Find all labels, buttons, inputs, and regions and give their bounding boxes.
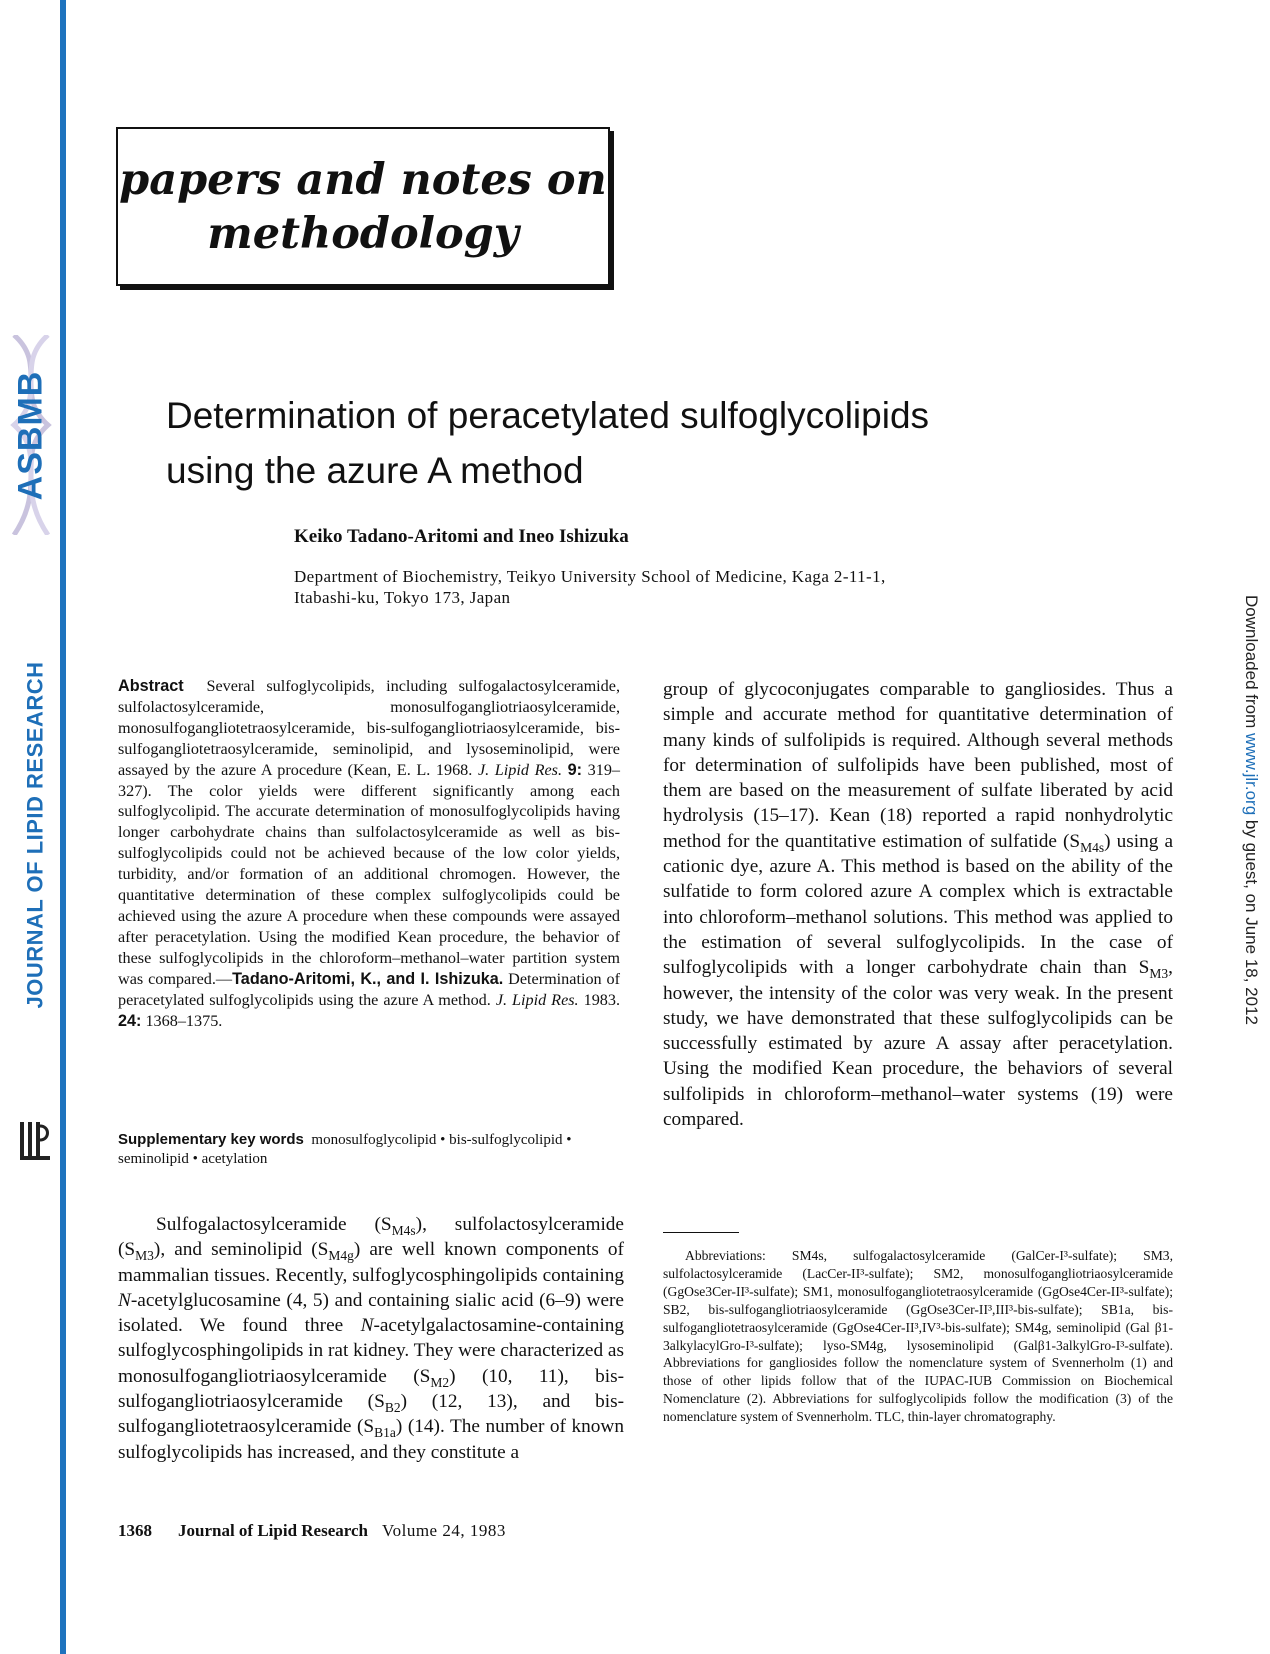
journal-vertical-text: JOURNAL OF LIPID RESEARCH [22, 661, 48, 1009]
abstract-cite-year: 1983. [583, 990, 621, 1009]
right-text: , however, the intensity of the color was very weak. In the present study, we have demonstrated that these sulfoglycolipids can be successfully estimated by azure A assay after peracetylation. Using the modified Kean procedure, the behaviors of several sulfolipids in chloroform–methanol–water systems (19) were compared. [663, 957, 1173, 1131]
abstract-text3: Determination of peracetylated sulfoglycolipids using the azure A method. [118, 969, 621, 1009]
footer-journal: Journal of Lipid Research [178, 1521, 369, 1540]
authors: Keiko Tadano-Aritomi and Ineo Ishizuka [294, 526, 629, 547]
intro-text: ) (10, 11), bis-sulfogangliotriaosylceramide (S [118, 1365, 625, 1413]
abstract-text2: 319–327). The color yields were different significantly among each sulfoglycolipid. The accurate determination of monosulfoglycolipids having longer carbohydrate chains than sulfolactosylceramide as well as bis-sulfoglycolipids could not be achieved because of the low color yields, turbidity, and/or formation of an additional chromogen. However, the quantitative determination of these complex sulfoglycolipids could be achieved using the azure A procedure when these compounds were assayed after peracetylation. Using the modified Kean procedure, the behavior of these sulfoglycolipids in the chloroform–methanol–water partition system was compared.— [118, 760, 620, 988]
intro-text: ) (14). The number of known sulfoglycolipids has increased, and they constitute a [118, 1416, 624, 1463]
download-note [1238, 595, 1264, 1025]
abstract-label: Abstract [118, 677, 184, 695]
intro-sub: B1a [374, 1425, 396, 1441]
intro-sub: M2 [430, 1374, 450, 1390]
supplementary-keywords [118, 1130, 628, 1169]
abstract-cite-pages: 1368–1375. [145, 1011, 223, 1030]
affiliation [294, 566, 1014, 608]
abstract-cite-journal: J. Lipid Res. [477, 760, 562, 779]
keywords-text: monosulfoglycolipid • bis-sulfoglycolipid • seminolipid • acetylation [118, 1132, 572, 1167]
abstract-cite-vol: 9: [567, 760, 583, 779]
section-header-line1: papers and notes on [119, 154, 607, 205]
abstract-cite-journal2: J. Lipid Res. [495, 990, 579, 1009]
right-text: ) using a cationic dye, azure A. This method is based on the ability of the sulfatide to form colored azure A complex which is extractable into chloroform–methanol solutions. This method was applied to the estimation of several sulfoglycolipids. In the case of sulfoglycolipids with a longer carbohydrate chain than S [663, 830, 1174, 979]
keywords-label: Supplementary key words [118, 1131, 304, 1148]
section-header-box [116, 127, 610, 286]
footer-volume: Volume 24, 1983 [382, 1521, 506, 1540]
abbreviations-footnote: Abbreviations: SM4s, sulfogalactosylceramide (GalCer-I³-sulfate); SM3, sulfolactosylceramide (LacCer-II³-sulfate); SM2, monosulfogangliotriaosylceramide (GgOse3Cer-II³-sulfate); SM1, monosulfogangliotetraosylceramide (GgOse4Cer-II³-sulfate); SB2, bis-sulfogangliotriaosylceramide (GgOse3Cer-II³,III³-bis-sulfate); SB1a, bis-sulfogangliotetraosylceramide (GgOse4Cer-II³,IV³-bis-sulfate); SM4g, seminolipid (Gal β1-3alkylacylGro-I³-sulfate); lyso-SM4g, lysoseminolipid (Galβ1-3alkylGro-I³-sulfate). Abbreviations for gangliosides follow the nomenclature system of Svennerholm (1) and those of other lipids follow that of the IUPAC-IUB Commission on Biochemical Nomenclature (2). Abbreviations for sulfoglycolipids follow the modification (3) of the nomenclature system of Svennerholm. TLC, thin-layer chromatography. [663, 1248, 1173, 1425]
abstract [118, 676, 620, 1031]
right-column-paragraph [663, 677, 1173, 1132]
intro-text: ), and seminolipid (S [153, 1239, 329, 1261]
download-link[interactable]: www.jlr.org [1242, 732, 1262, 816]
asbmb-logo [10, 335, 52, 535]
intro-text: ) are well known components of mammalian tissues. Recently, sulfoglycosphingolipids containing [118, 1239, 624, 1286]
right-text: group of glycoconjugates comparable to gangliosides. Thus a simple and accurate method for quantitative determination of many kinds of sulfolipids is required. Although several methods for determination of sulfolipids have been published, most of them are based on the measurement of sulfate liberated by acid hydrolysis (15–17). Kean (18) reported a rapid nonhydrolytic method for the quantitative estimation of sulfatide (S [663, 679, 1173, 852]
section-header-line2: methodology [207, 208, 519, 259]
right-sub: M4s [1080, 839, 1105, 855]
intro-italic: N [118, 1289, 131, 1311]
intro-sub: M4g [328, 1248, 354, 1264]
asbmb-logo-text: ASBMB [11, 370, 50, 500]
intro-sub: B2 [384, 1399, 401, 1415]
intro-paragraph [118, 1212, 624, 1465]
intro-sub: M3 [135, 1248, 154, 1264]
intro-text: Sulfogalactosylceramide (S [156, 1214, 392, 1235]
intro-text: -acetylglucosamine (4, 5) and containing sialic acid (6–9) were isolated. We found three [118, 1289, 624, 1337]
abstract-text: Several sulfoglycolipids, including sulfogalactosylceramide, sulfolactosylceramide, monosulfogangliotriaosylceramide, monosulfogangliotetraosylceramide, bis-sulfogangliotriaosylceramide, bis-sulfogangliotetraosylceramide, seminolipid, and lysoseminolipid, were assayed by the azure A procedure (Kean, E. L. 1968. [118, 677, 620, 779]
footnote-rule [663, 1232, 739, 1233]
intro-text: ) (12, 13), and bis-sulfogangliotetraosylceramide (S [118, 1391, 625, 1438]
page-number: 1368 [118, 1521, 152, 1540]
abstract-cite-authors: Tadano-Aritomi, K., and I. Ishizuka. [232, 969, 504, 988]
intro-sub: M4s [391, 1222, 416, 1238]
right-sub: M3 [1149, 966, 1169, 982]
left-blue-rule [60, 0, 66, 1654]
download-prefix: Downloaded from [1242, 595, 1262, 733]
download-suffix: by guest, on June 18, 2012 [1242, 815, 1262, 1025]
title-line1: Determination of peracetylated sulfoglycolipids [166, 395, 930, 436]
jlr-logo-icon [14, 1118, 54, 1164]
affiliation-line1: Department of Biochemistry, Teikyo University School of Medicine, Kaga 2-11-1, [294, 567, 886, 586]
intro-text: ), sulfolactosylceramide (S [118, 1214, 624, 1261]
article-title [166, 388, 1066, 498]
intro-text: -acetylgalactosamine-containing sulfoglycosphingolipids in rat kidney. They were characterized as monosulfogangliotriaosylceramide (S [118, 1315, 624, 1387]
intro-italic: N [360, 1315, 374, 1337]
journal-vertical-title [18, 645, 52, 1025]
abstract-cite-vol2: 24: [118, 1011, 142, 1030]
page-footer [118, 1521, 506, 1541]
title-line2: using the azure A method [166, 450, 584, 491]
affiliation-line2: Itabashi-ku, Tokyo 173, Japan [294, 588, 511, 607]
